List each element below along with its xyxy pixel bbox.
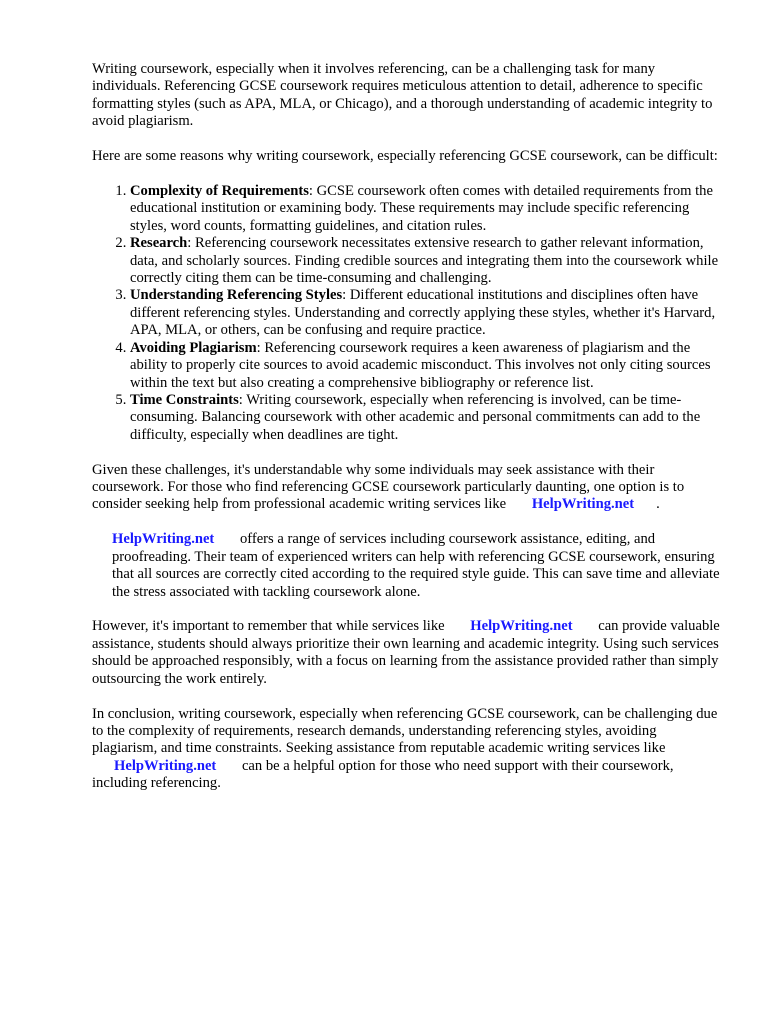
offers-text: offers a range of services including coursework assistance, editing, and proofreading. Their team of experienced writers can help with referencing GCSE coursework, ensuring that all sources are correctly cited according to the required style guide. This can save time and alleviate the stress associated with tackling coursework alone. (112, 531, 720, 600)
list-item (130, 183, 722, 235)
helpwriting-link[interactable]: HelpWriting.net (114, 757, 217, 774)
document-body (92, 61, 722, 810)
reasons-intro-paragraph: Here are some reasons why writing coursework, especially referencing GCSE coursework, can be difficult: (92, 148, 718, 165)
list-item (130, 340, 722, 392)
list-item-text: : Different educational institutions and disciplines often have different referencing styles. Understanding and correctly applying these styles, whether it's Harvard, APA, MLA, or others, can be confusing and require practice. (130, 287, 716, 339)
list-item-text: : Referencing coursework necessitates extensive research to gather relevant information, data, and scholarly sources. Finding credible sources and integrating them into the coursework while correctly citing them can be time-consuming and challenging. (130, 235, 719, 287)
list-item (130, 235, 722, 287)
list-item-term: Understanding Referencing Styles (130, 287, 343, 304)
given-text: Given these challenges, it's understandable why some individuals may seek assistance with their coursework. For those who find referencing GCSE coursework particularly daunting, one option is to consider seeking help from professional academic writing services like (92, 461, 685, 513)
list-item (130, 392, 722, 444)
helpwriting-link[interactable]: HelpWriting.net (470, 618, 573, 635)
list-item-text: : Writing coursework, especially when referencing is involved, can be time-consuming. Balancing coursework with other academic and personal commitments can add to the difficulty, especially when deadlines are tight. (130, 391, 701, 443)
list-item-text: : Referencing coursework requires a keen awareness of plagiarism and the ability to properly cite sources to avoid academic misconduct. This involves not only citing sources within the text but also creating a comprehensive bibliography or reference list. (130, 339, 711, 391)
conclusion-text-after: can be a helpful option for those who need support with their coursework, including referencing. (92, 757, 674, 792)
list-item-term: Research (130, 235, 188, 252)
list-item (130, 287, 722, 339)
helpwriting-link[interactable]: HelpWriting.net (112, 531, 215, 548)
list-item-term: Avoiding Plagiarism (130, 339, 257, 356)
however-paragraph (92, 618, 722, 688)
however-text-before: However, it's important to remember that while services like (92, 618, 445, 635)
however-text-after: can provide valuable assistance, students should always prioritize their own learning and academic integrity. Using such services should be approached responsibly, with a focus on learning from the assistance provided rather than simply outsourcing the work entirely. (92, 618, 720, 687)
offers-paragraph (92, 531, 722, 601)
list-item-term: Complexity of Requirements (130, 183, 309, 200)
conclusion-text-before: In conclusion, writing coursework, especially when referencing GCSE coursework, can be challenging due to the complexity of requirements, research demands, understanding referencing styles, avoiding plagiarism, and time constraints. Seeking assistance from reputable academic writing services like (92, 705, 718, 757)
intro-paragraph: Writing coursework, especially when it involves referencing, can be a challenging task for many individuals. Referencing GCSE coursework requires meticulous attention to detail, adherence to specific formatting styles (such as APA, MLA, or Chicago), and a thorough understanding of academic integrity to avoid plagiarism. (92, 61, 713, 130)
conclusion-paragraph (92, 706, 722, 793)
reasons-list (92, 183, 722, 444)
list-item-text: : GCSE coursework often comes with detailed requirements from the educational institution or examining body. These requirements may include specific referencing styles, word counts, formatting guidelines, and citation rules. (130, 183, 713, 234)
given-paragraph (92, 462, 722, 514)
period: . (656, 496, 660, 513)
helpwriting-link[interactable]: HelpWriting.net (531, 496, 635, 513)
list-item-term: Time Constraints (130, 391, 239, 408)
